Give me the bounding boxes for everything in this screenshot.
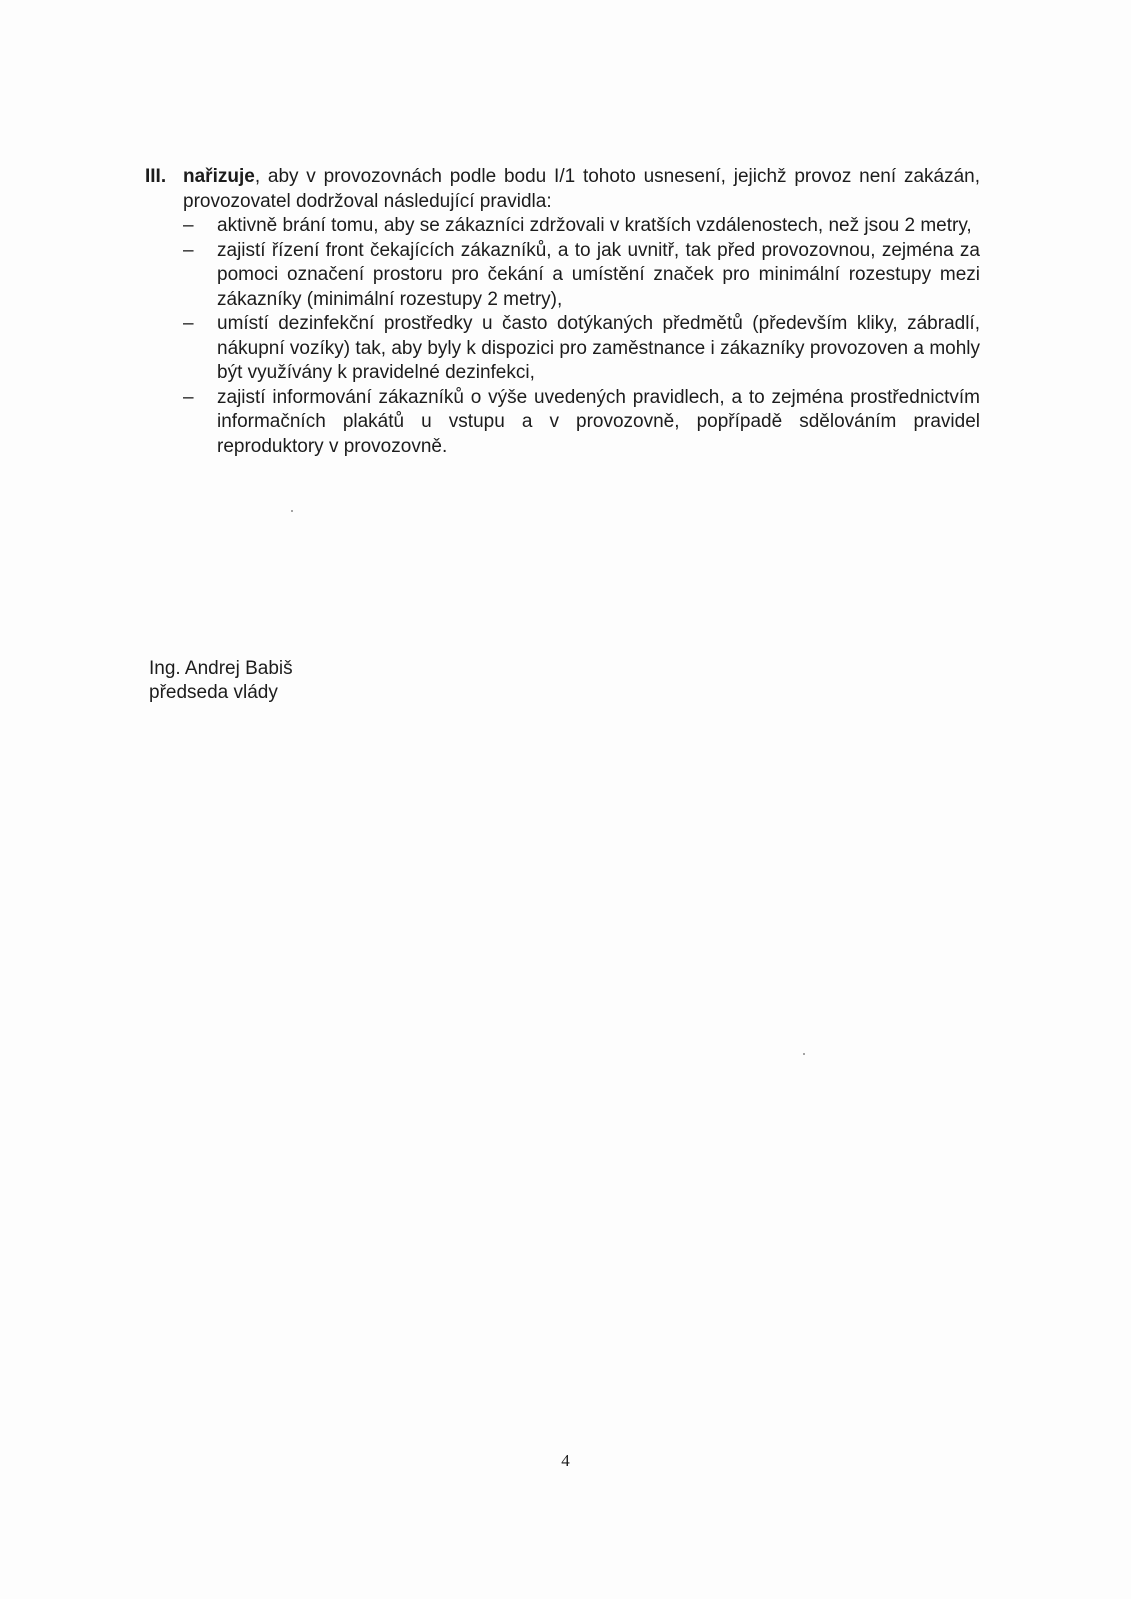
page-number: 4	[561, 1451, 570, 1470]
list-item-text: zajistí informování zákazníků o výše uvedených pravidlech, a to zejména prostřednictvím informačních plakátů u vstupu a v provozovně, popřípadě sdělováním pravidel reproduktory v provozovně.	[217, 386, 980, 457]
scan-speck	[803, 1053, 805, 1055]
signatory-name: Ing. Andrej Babiš	[149, 658, 293, 679]
scan-speck	[291, 510, 293, 512]
rules-list	[145, 214, 980, 459]
signature-block	[149, 657, 293, 705]
section-numeral: III.	[145, 166, 167, 187]
list-item	[145, 312, 980, 386]
section-heading	[145, 165, 980, 214]
list-item-text: aktivně brání tomu, aby se zákazníci zdržovali v kratších vzdálenostech, než jsou 2 metry,	[217, 215, 972, 236]
list-item-text: umístí dezinfekční prostředky u často dotýkaných předmětů (především kliky, zábradlí, nákupní vozíky) tak, aby byly k dispozici pro zaměstnance i zákazníky provozoven a mohly být využívány k pravidelné dezinfekci,	[217, 313, 980, 383]
list-item-text: zajistí řízení front čekajících zákazníků, a to jak uvnitř, tak před provozovnou, zejména za pomoci označení prostoru pro čekání a umístění značek pro minimální rozestupy mezi zákazníky (minimální rozestupy 2 metry),	[217, 239, 980, 310]
section-keyword: nařizuje	[183, 166, 255, 187]
dash-bullet: –	[183, 386, 194, 408]
dash-bullet: –	[183, 215, 194, 236]
section-intro: , aby v provozovnách podle bodu I/1 tohoto usnesení, jejichž provoz není zakázán, provozovatel dodržoval následující pravidla:	[183, 166, 980, 212]
list-item	[145, 239, 980, 313]
list-item	[145, 386, 980, 460]
dash-bullet: –	[183, 313, 194, 334]
section-iii	[145, 165, 980, 459]
list-item	[145, 214, 980, 239]
signatory-title: předseda vlády	[149, 682, 278, 703]
dash-bullet: –	[183, 239, 194, 261]
